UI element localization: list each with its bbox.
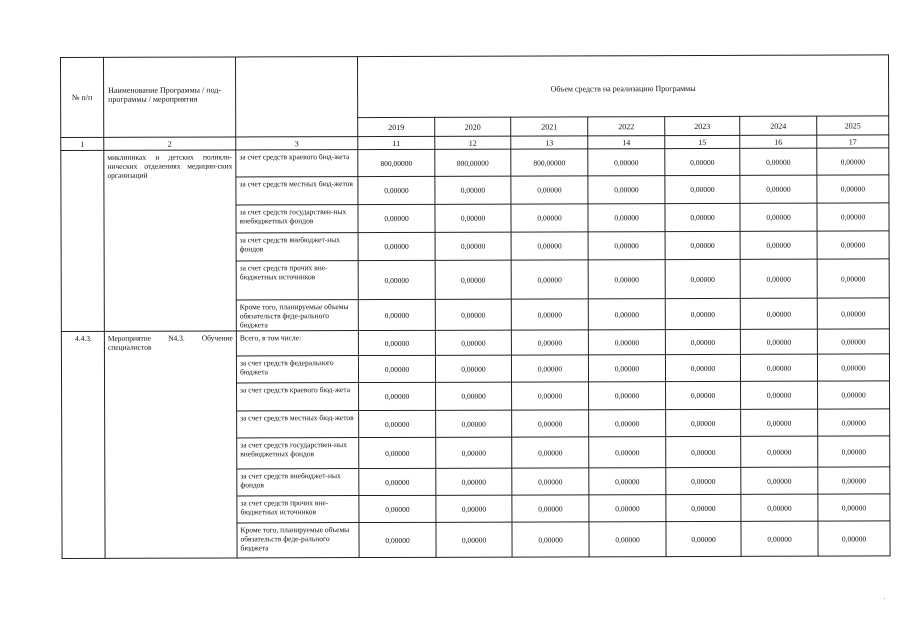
- amount-cell: 0,00000: [511, 176, 588, 204]
- amount-cell: 0,00000: [435, 176, 511, 204]
- item-number-cell: [61, 150, 105, 331]
- amount-cell: 0,00000: [818, 436, 890, 467]
- column-number-cell: 14: [588, 136, 665, 149]
- amount-cell: 0,00000: [740, 329, 817, 354]
- amount-cell: 0,00000: [436, 437, 512, 468]
- amount-cell: 0,00000: [740, 175, 817, 203]
- funding-source-cell: за счет средств местных бюд-жетов: [236, 177, 358, 205]
- amount-cell: 0,00000: [436, 382, 512, 410]
- amount-cell: 0,00000: [358, 355, 435, 382]
- amount-cell: 0,00000: [358, 299, 435, 330]
- funding-source-cell: за счет средств местных бюд-жетов: [237, 411, 359, 438]
- amount-cell: 0,00000: [511, 330, 588, 355]
- item-name-cell: миклиниках и детских поликли-нических отделениях медицин-ских организаций: [104, 150, 237, 331]
- amount-cell: 0,00000: [665, 203, 740, 231]
- amount-cell: 0,00000: [740, 298, 817, 329]
- column-number-cell: 12: [435, 136, 511, 149]
- column-number-cell: 13: [511, 136, 588, 149]
- table-row: [61, 329, 889, 357]
- amount-cell: 0,00000: [588, 260, 665, 299]
- amount-cell: 0,00000: [511, 232, 588, 260]
- amount-cell: 0,00000: [740, 259, 817, 298]
- amount-cell: 0,00000: [435, 355, 511, 382]
- amount-cell: 0,00000: [589, 410, 666, 437]
- column-number-cell: 16: [740, 135, 817, 148]
- amount-cell: 0,00000: [666, 409, 741, 436]
- amount-cell: 0,00000: [359, 382, 436, 410]
- amount-cell: 0,00000: [741, 521, 818, 556]
- amount-cell: 0,00000: [588, 176, 665, 204]
- funding-source-cell: Кроме того, планируемые объемы обязательств феде-рального бюджета: [237, 523, 359, 558]
- amount-cell: 0,00000: [358, 260, 435, 299]
- amount-cell: 0,00000: [666, 436, 741, 467]
- amount-cell: 0,00000: [436, 522, 512, 557]
- funding-source-cell: за счет средств краевого бюд-жета: [236, 150, 358, 177]
- amount-cell: 0,00000: [665, 231, 740, 259]
- amount-cell: 0,00000: [817, 354, 889, 381]
- amount-cell: 0,00000: [435, 232, 511, 260]
- amount-cell: 0,00000: [741, 436, 818, 467]
- amount-cell: 0,00000: [512, 522, 589, 557]
- funding-source-cell: за счет средств внебюджет-ных фондов: [237, 469, 359, 496]
- amount-cell: 0,00000: [589, 522, 666, 557]
- header-volume-cell: Объем средств на реализацию Программы: [358, 55, 889, 118]
- amount-cell: 0,00000: [817, 329, 889, 354]
- year-cell: 2024: [740, 116, 817, 135]
- amount-cell: 0,00000: [665, 298, 740, 329]
- header-name-cell: Наименование Программы / под-программы / мероприятия: [104, 57, 236, 137]
- column-number-cell: 17: [817, 135, 889, 148]
- amount-cell: 0,00000: [665, 148, 740, 175]
- amount-cell: 0,00000: [435, 204, 511, 232]
- amount-cell: 0,00000: [358, 330, 435, 355]
- amount-cell: 0,00000: [741, 467, 818, 494]
- amount-cell: 0,00000: [589, 382, 666, 410]
- amount-cell: 0,00000: [817, 298, 889, 329]
- amount-cell: 0,00000: [512, 410, 589, 437]
- funding-source-cell: за счет средств федерального бюджета: [236, 356, 358, 383]
- amount-cell: 0,00000: [589, 495, 666, 522]
- amount-cell: 0,00000: [588, 355, 665, 382]
- column-number-cell: 3: [236, 137, 358, 150]
- amount-cell: 0,00000: [436, 495, 512, 522]
- funding-source-cell: за счет средств прочих вне-бюджетных источников: [236, 261, 358, 300]
- item-name-cell: Мероприятие N4.3. Обучение специалистов: [104, 331, 237, 558]
- funding-source-cell: за счет средств внебюджет-ных фондов: [236, 233, 358, 261]
- column-number-cell: 15: [665, 135, 740, 148]
- funding-source-cell: Кроме того, планируемые объемы обязательств феде-рального бюджета: [236, 300, 358, 331]
- amount-cell: 0,00000: [665, 175, 740, 203]
- amount-cell: 0,00000: [666, 381, 741, 409]
- amount-cell: 0,00000: [511, 260, 588, 299]
- amount-cell: 0,00000: [741, 409, 818, 436]
- amount-cell: 0,00000: [665, 259, 740, 298]
- amount-cell: 0,00000: [359, 410, 436, 437]
- amount-cell: 0,00000: [359, 495, 436, 522]
- budget-table: [60, 54, 891, 559]
- scan-speck: [884, 598, 885, 599]
- year-cell: 2023: [665, 116, 740, 135]
- amount-cell: 0,00000: [435, 299, 511, 330]
- amount-cell: 0,00000: [436, 410, 512, 437]
- amount-cell: 0,00000: [818, 409, 890, 436]
- amount-cell: 0,00000: [817, 175, 889, 203]
- amount-cell: 0,00000: [818, 494, 890, 521]
- amount-cell: 0,00000: [588, 330, 665, 355]
- funding-source-cell: за счет средств государствен-ных внебюджетных фондов: [237, 438, 359, 469]
- amount-cell: 0,00000: [818, 381, 890, 409]
- amount-cell: 0,00000: [436, 468, 512, 495]
- amount-cell: 0,00000: [740, 354, 817, 381]
- amount-cell: 0,00000: [817, 231, 889, 259]
- amount-cell: 0,00000: [511, 299, 588, 330]
- header-row: [61, 55, 889, 119]
- amount-cell: 0,00000: [589, 468, 666, 495]
- amount-cell: 0,00000: [666, 467, 741, 494]
- amount-cell: 800,00000: [358, 149, 435, 176]
- amount-cell: 0,00000: [512, 382, 589, 410]
- year-cell: 2022: [588, 117, 665, 136]
- amount-cell: 800,00000: [435, 149, 511, 176]
- amount-cell: 0,00000: [666, 494, 741, 521]
- amount-cell: 0,00000: [359, 437, 436, 468]
- header-number-cell: № п/п: [61, 57, 104, 137]
- table-row: [61, 148, 889, 178]
- amount-cell: 0,00000: [588, 149, 665, 176]
- amount-cell: 0,00000: [817, 259, 889, 298]
- amount-cell: 800,00000: [511, 149, 588, 176]
- amount-cell: 0,00000: [435, 330, 511, 355]
- column-number-cell: 2: [104, 137, 236, 150]
- item-number-cell: 4.4.3.: [61, 331, 105, 558]
- amount-cell: 0,00000: [666, 521, 741, 556]
- year-cell: 2020: [435, 117, 511, 136]
- amount-cell: 0,00000: [359, 522, 436, 557]
- amount-cell: 0,00000: [818, 467, 890, 494]
- amount-cell: 0,00000: [740, 231, 817, 259]
- column-number-cell: 11: [358, 136, 435, 149]
- amount-cell: 0,00000: [740, 203, 817, 231]
- header-source-cell: [236, 57, 358, 137]
- amount-cell: 0,00000: [588, 204, 665, 232]
- amount-cell: 0,00000: [665, 329, 740, 354]
- amount-cell: 0,00000: [817, 203, 889, 231]
- amount-cell: 0,00000: [359, 468, 436, 495]
- funding-source-cell: за счет средств прочих вне-бюджетных источников: [237, 496, 359, 523]
- amount-cell: 0,00000: [358, 176, 435, 204]
- amount-cell: 0,00000: [741, 494, 818, 521]
- amount-cell: 0,00000: [358, 204, 435, 232]
- year-cell: 2025: [817, 116, 889, 135]
- amount-cell: 0,00000: [512, 495, 589, 522]
- amount-cell: 0,00000: [512, 468, 589, 495]
- amount-cell: 0,00000: [511, 355, 588, 382]
- funding-source-cell: за счет средств краевого бюд-жета: [237, 383, 359, 411]
- amount-cell: 0,00000: [818, 521, 890, 556]
- amount-cell: 0,00000: [740, 148, 817, 175]
- year-cell: 2021: [511, 117, 588, 136]
- amount-cell: 0,00000: [817, 148, 889, 175]
- amount-cell: 0,00000: [588, 299, 665, 330]
- amount-cell: 0,00000: [358, 232, 435, 260]
- amount-cell: 0,00000: [512, 437, 589, 468]
- amount-cell: 0,00000: [741, 381, 818, 409]
- amount-cell: 0,00000: [511, 204, 588, 232]
- amount-cell: 0,00000: [588, 232, 665, 260]
- column-number-cell: 1: [61, 137, 104, 150]
- year-cell: 2019: [358, 117, 435, 136]
- amount-cell: 0,00000: [665, 354, 740, 381]
- funding-source-cell: Всего, в том числе:: [236, 331, 358, 356]
- amount-cell: 0,00000: [589, 437, 666, 468]
- amount-cell: 0,00000: [435, 260, 511, 299]
- funding-source-cell: за счет средств государствен-ных внебюджетных фондов: [236, 205, 358, 233]
